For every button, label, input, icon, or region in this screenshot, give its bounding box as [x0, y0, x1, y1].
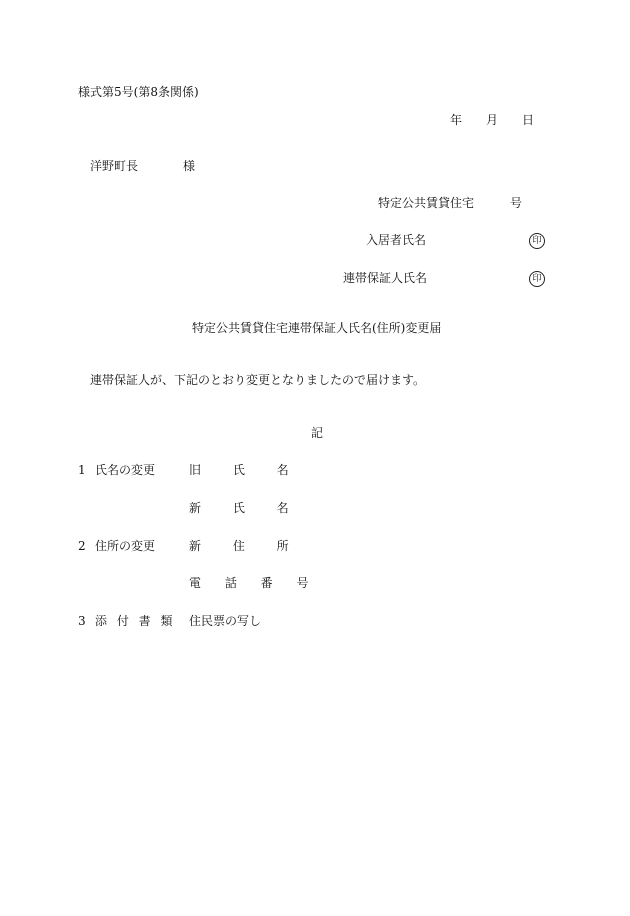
item-sub-field: 新 住 所	[189, 539, 303, 553]
item-sub-field: 電 話 番 号	[189, 576, 319, 590]
item-sub-field: 旧 氏 名	[189, 463, 303, 477]
addressee: 洋野町長	[90, 159, 139, 173]
item-number: 2	[78, 539, 86, 553]
item-sub-field: 住民票の写し	[189, 614, 262, 628]
item-number: 1	[78, 463, 86, 477]
item-label: 添 付 書 類	[95, 614, 176, 628]
housing-number-suffix: 号	[510, 196, 523, 210]
guarantor-seal-icon	[529, 270, 545, 287]
resident-name-label: 入居者氏名	[366, 233, 427, 247]
item-label: 住所の変更	[95, 539, 156, 553]
item-label: 氏名の変更	[95, 463, 156, 477]
document-title: 特定公共賃貸住宅連帯保証人氏名(住所)変更届	[192, 321, 442, 335]
item-sub-field: 新 氏 名	[189, 501, 303, 515]
form-number: 様式第5号(第8条関係)	[78, 85, 199, 99]
guarantor-name-label: 連帯保証人氏名	[343, 271, 428, 285]
honorific: 様	[183, 159, 196, 173]
date-day: 日	[522, 113, 535, 127]
seal-mark: 印	[529, 271, 545, 287]
housing-label: 特定公共賃貸住宅	[378, 196, 475, 210]
body-text: 連帯保証人が、下記のとおり変更となりましたので届けます。	[90, 373, 426, 387]
resident-seal-icon	[529, 232, 545, 249]
ki-heading: 記	[311, 426, 324, 440]
seal-mark: 印	[529, 233, 545, 249]
date-month: 月	[486, 113, 499, 127]
date-year: 年	[450, 113, 463, 127]
item-number: 3	[78, 614, 86, 628]
